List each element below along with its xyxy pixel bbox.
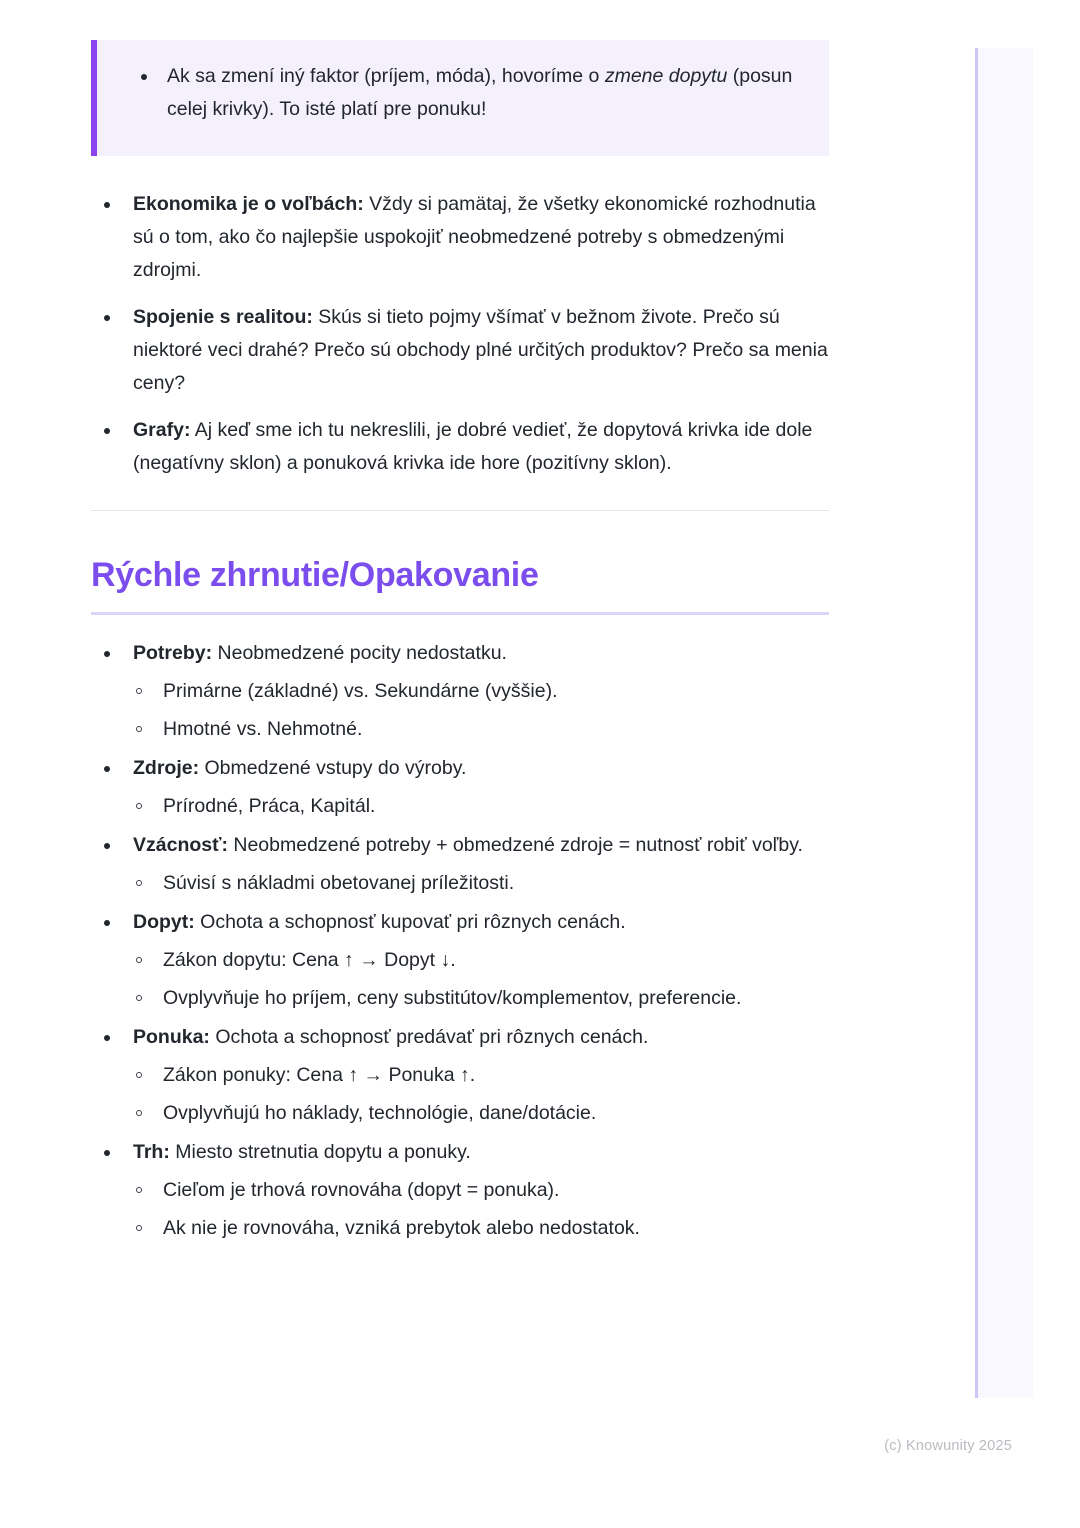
list-item-text: Ochota a schopnosť predávať pri rôznych cenách. [209,1025,649,1048]
sub-list [133,944,831,1015]
section-divider [91,510,829,511]
list-item-label: Ekonomika je o voľbách: [133,193,364,215]
list-item [91,301,831,400]
list-item-label: Dopyt: [133,910,195,933]
sub-list-item: Zákon dopytu: Cena ↑ → Dopyt ↓. [133,944,831,977]
summary-bullet-list [91,637,831,1245]
list-item [91,414,831,480]
list-item [91,1021,831,1130]
list-item-text: Vždy si pamätaj, že všetky ekonomické rozhodnutia sú o tom, ako čo najlepšie uspokojiť neobmedzené potreby s obmedzenými zdrojmi. [133,193,816,281]
sub-list [133,867,831,900]
list-item-text: Miesto stretnutia dopytu a ponuky. [169,1140,471,1163]
sub-list-item: Ovplyvňuje ho príjem, ceny substitútov/komplementov, preferencie. [133,982,831,1015]
intro-bullet-list [91,188,831,480]
list-item [91,752,831,823]
callout-text-after: (posun celej krivky). To isté platí pre ponuku! [167,65,793,120]
sub-list-item: Súvisí s nákladmi obetovanej príležitosti. [133,867,831,900]
list-item [91,906,831,1015]
title-underline [91,612,829,615]
callout-text-before: Ak sa zmení iný faktor (príjem, móda), hovoríme o [167,65,605,87]
right-side-decorative-panel [975,48,1033,1398]
sub-list-item: Ovplyvňujú ho náklady, technológie, dane/dotácie. [133,1097,831,1130]
sub-list-item: Hmotné vs. Nehmotné. [133,713,831,746]
list-item-label: Zdroje: [133,756,200,779]
page-title: Rýchle zhrnutie/Opakovanie [91,556,539,594]
list-item [91,188,831,287]
list-item-text: Ochota a schopnosť kupovať pri rôznych cenách. [194,910,626,933]
sub-list-item: Prírodné, Práca, Kapitál. [133,790,831,823]
list-item [91,1136,831,1245]
document-content-column [91,40,831,1251]
callout-list [123,60,803,126]
list-item-text: Aj keď sme ich tu nekreslili, je dobré vedieť, že dopytová krivka ide dole (negatívny sklon) a ponuková krivka ide hore (pozitívny sklon). [133,419,813,474]
sub-list [133,790,831,823]
list-item-text: Neobmedzené pocity nedostatku. [212,641,507,664]
list-item-label: Spojenie s realitou: [133,306,313,328]
list-item-label: Potreby: [133,641,213,664]
sub-list [133,675,831,746]
callout-list-item [167,60,803,126]
list-item-text: Skús si tieto pojmy všímať v bežnom živote. Prečo sú niektoré veci drahé? Prečo sú obchody plné určitých produktov? Prečo sa menia ceny? [133,306,828,394]
sub-list [133,1059,831,1130]
list-item-label: Trh: [133,1140,170,1163]
sub-list-item: Primárne (základné) vs. Sekundárne (vyššie). [133,675,831,708]
list-item-label: Ponuka: [133,1025,210,1048]
list-item-label: Grafy: [133,419,191,441]
sub-list-item: Ak nie je rovnováha, vzniká prebytok alebo nedostatok. [133,1212,831,1245]
list-item [91,829,831,900]
list-item [91,637,831,746]
list-item-label: Vzácnosť: [133,833,228,856]
callout-emphasis: zmene dopytu [604,65,728,87]
sub-list-item: Zákon ponuky: Cena ↑ → Ponuka ↑. [133,1059,831,1092]
spacer [91,156,831,188]
callout-box [91,40,829,156]
sub-list [133,1174,831,1245]
list-item-text: Obmedzené vstupy do výroby. [199,756,467,779]
sub-list-item: Cieľom je trhová rovnováha (dopyt = ponuka). [133,1174,831,1207]
footer-copyright: (c) Knowunity 2025 [884,1438,1012,1454]
list-item-text: Neobmedzené potreby + obmedzené zdroje = nutnosť robiť voľby. [227,833,803,856]
